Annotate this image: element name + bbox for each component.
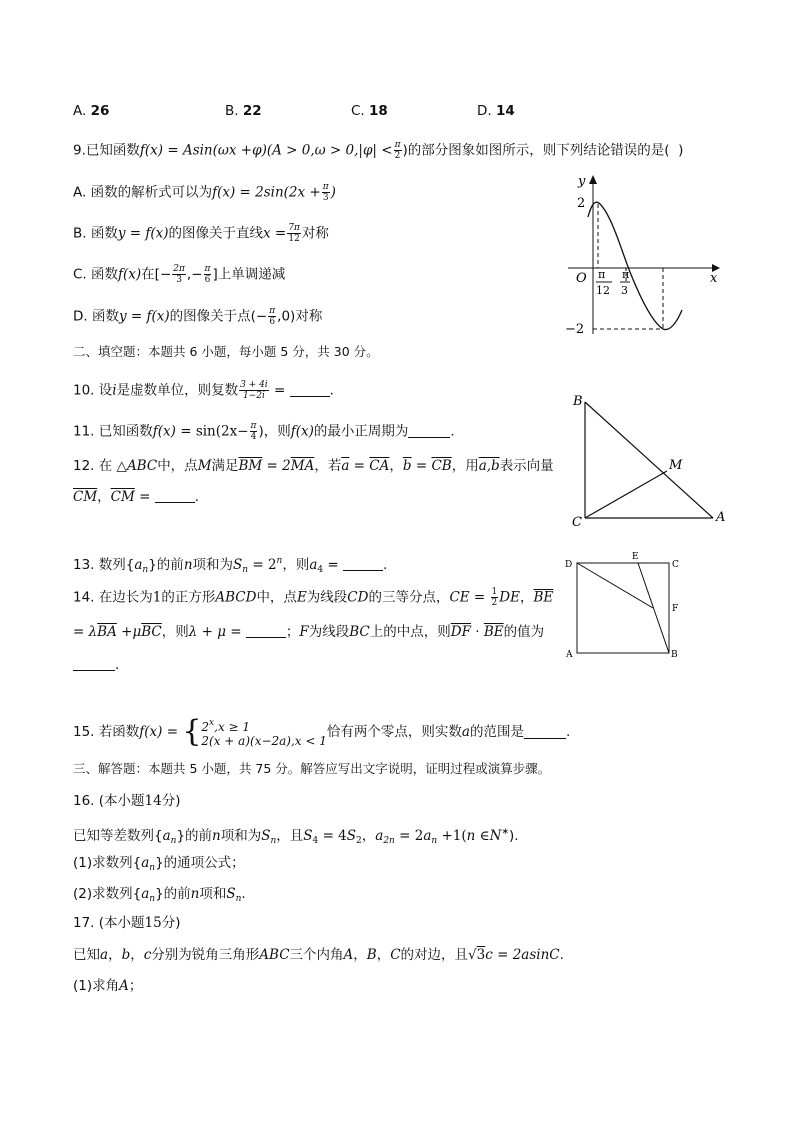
- q9-option-b: B. 函数y = f(x)的图像关于直线x = $\frac{7\pi}{12}$ 对称: [73, 223, 329, 244]
- y-max-label: 2: [577, 196, 586, 211]
- piecewise-cases: $2^x,x \ge 1$ 2(x + a)(x−2a),x < 1: [201, 718, 327, 748]
- q16-part2: (2)求数列$\{a_n\}$的前n项和$S_n$.: [73, 886, 246, 904]
- q8-option-b: B. 22: [225, 103, 262, 119]
- q8-option-c: C. 18: [351, 103, 388, 119]
- segment-eb: [638, 563, 669, 653]
- tick-pi-12-den: 12: [596, 284, 610, 297]
- square-figure: [562, 548, 692, 663]
- section-2-heading: 二、填空题：本题共 6 小题，每小题 5 分，共 30 分。: [73, 344, 379, 359]
- vertex-c-label: C: [572, 515, 582, 530]
- q17-title: 17. (本小题15分): [73, 915, 181, 931]
- q14-line2: = $\lambda\overline{BA} +\mu\overline{BC}$，则λ + μ = ；F为线段BC上的中点，则$\overline{DF} \cdot \overline{BE}$的值为: [73, 624, 545, 640]
- tick-pi-12-num: π: [598, 268, 606, 281]
- sine-graph-figure: [560, 172, 725, 342]
- q9-option-c: C. 函数f(x)在[− $\frac{2\pi}{3}$ ,− $\frac{\pi}{6}$ ]上单调递减: [73, 264, 286, 285]
- square-c-label: C: [672, 560, 679, 570]
- section-3-heading: 三、解答题：本题共 5 小题，共 75 分。解答应写出文字说明，证明过程或演算步骤。: [73, 761, 551, 776]
- q14-answer-blank-2[interactable]: [73, 658, 115, 671]
- segment-de-b: [577, 563, 653, 608]
- q10-answer-blank[interactable]: [290, 384, 330, 397]
- q14-line3: .: [73, 656, 119, 674]
- sine-curve: [588, 202, 682, 329]
- y-min-label: −2: [565, 322, 585, 337]
- q15-answer-blank[interactable]: [524, 726, 566, 739]
- q17-stem: 已知a，b，c分别为锐角三角形ABC三个内角A，B，C的对边，且√3c = 2asinC.: [73, 947, 564, 963]
- tick-pi-3-num: π: [622, 268, 630, 281]
- q14-line1: 14. 在边长为1的正方形ABCD中，点E为线段CD的三等分点，CE = $\frac{1}{2}$ DE，$\overline{BE}$: [73, 587, 554, 608]
- triangle-figure: [565, 388, 735, 530]
- q12-line2: $\overline{CM}$，$\overline{CM}$ = .: [73, 489, 200, 505]
- q16-part1: (1)求数列$\{a_n\}$的通项公式；: [73, 855, 245, 873]
- q17-part1: (1)求角A；: [73, 978, 143, 994]
- q13: 13. 数列$\{a_n\}$的前n项和为$S_n = 2^n$，则$a_4$ = .: [73, 556, 388, 575]
- q9-stem: 9.已知函数f(x) = Asin(ωx +φ)(A > 0,ω > 0,|φ| < $\frac{\pi}{2}$ )的部分图象如图所示，则下列结论错误的是( ): [73, 140, 684, 161]
- q14-answer-blank-1[interactable]: [246, 625, 286, 638]
- square-e-label: E: [632, 552, 639, 562]
- square-abcd: [577, 563, 669, 653]
- q9-option-d: D. 函数y = f(x)的图像关于点(− $\frac{\pi}{6}$ ,0)对称: [73, 306, 323, 327]
- origin-label: O: [576, 271, 587, 286]
- y-axis-label: y: [578, 174, 586, 189]
- tick-pi-3-den: 3: [621, 284, 628, 297]
- q16-stem: 已知等差数列$\{a_n\}$的前n项和为$S_n$，且$S_4 = 4S_2$，$a_{2n} = 2a_n +1(n$ ∈N∗).: [73, 827, 519, 846]
- vertex-a-label: A: [716, 510, 726, 525]
- q10: 10. 设i是虚数单位，则复数 $\frac{3 + 4i}{1-2i}$ = .: [73, 380, 334, 401]
- segment-cm: [585, 471, 667, 518]
- q11: 11. 已知函数f(x) = sin(2x− $\frac{\pi}{4}$ )，则f(x)的最小正周期为 .: [73, 421, 455, 442]
- q16-title: 16. (本小题14分): [73, 793, 181, 809]
- piecewise-brace: {: [182, 714, 202, 749]
- q8-option-d: D. 14: [477, 103, 515, 119]
- square-a-label: A: [566, 650, 573, 660]
- q12-line1: 12. 在 △ABC中，点M满足$\overline{BM} = 2\overline{MA}$，若$\overline{a} = \overline{CA}$，$\overline{b} = \overline{CB}$，用a,b表示向量: [73, 458, 554, 474]
- y-axis-arrow: [589, 175, 597, 184]
- square-f-label: F: [672, 604, 679, 614]
- side-ba: [585, 402, 713, 518]
- point-m-label: M: [669, 458, 683, 473]
- vertex-b-label: B: [573, 394, 583, 409]
- q15: 15. 若函数f(x) = { $2^x,x \ge 1$ 2(x + a)(x−2a),x < 1 恰有两个零点，则实数a的范围是 .: [73, 714, 571, 749]
- q12-answer-blank[interactable]: [155, 490, 195, 503]
- q9-option-a: A. 函数的解析式可以为f(x) = 2sin(2x + $\frac{\pi}{3}$ ): [73, 182, 336, 203]
- square-b-label: B: [671, 650, 678, 660]
- q8-option-a: A. 26: [73, 103, 110, 119]
- square-d-label: D: [565, 560, 573, 570]
- q13-answer-blank[interactable]: [343, 558, 383, 571]
- x-axis-label: x: [710, 271, 718, 286]
- q11-answer-blank[interactable]: [408, 425, 450, 438]
